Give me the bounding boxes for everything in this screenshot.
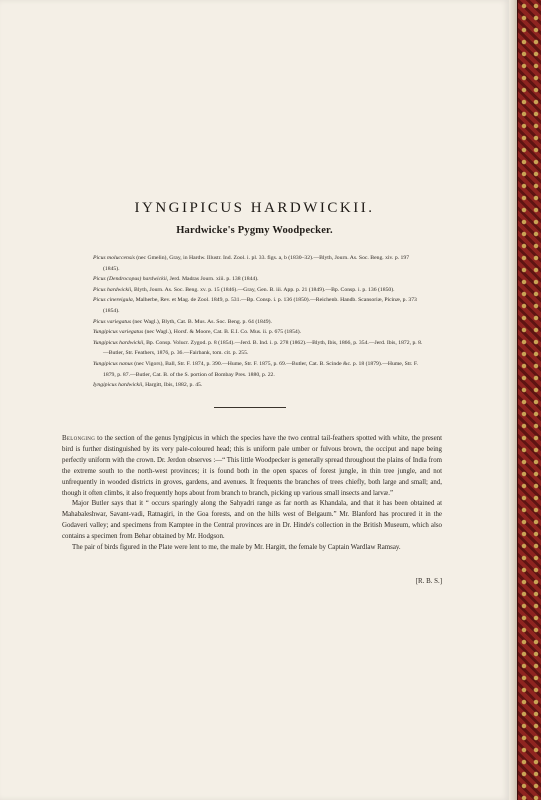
author-credit-line <box>62 577 442 588</box>
synonym-entry <box>93 274 425 285</box>
synonym-entry <box>93 295 425 316</box>
synonym-reference: (nec Wagl.), Blyth, Cat. B. Mus. As. Soc. Beng. p. 64 (1849). <box>132 318 272 325</box>
synonym-entry <box>93 253 425 274</box>
section-divider <box>214 407 286 408</box>
page-title: IYNGIPICUS HARDWICKII. <box>134 200 375 216</box>
synonym-name: Iyngipicus hardwickii, <box>93 382 144 389</box>
synonymy-list <box>93 253 425 391</box>
marbled-book-edge <box>517 0 541 800</box>
paragraph-2: Major Butler says that it “ occurs sparingly along the Sahyadri range as far north as Khandala, and that it has been obtained at Mahabaleshwar, Savant-vadi, Ratnagiri, in the Goa forests, and on the hills west of Belgaum.” Mr. Blanford has procured it in the Godaveri valley; and specimens from Kamptee in the Central provinces are in Dr. Hinde's collection in the British Museum, which also contains a specimen from Behar obtained by Mr. Hodgson. <box>62 500 442 541</box>
page-gutter <box>509 0 517 800</box>
synonym-reference: (nec Wagl.), Horsf. & Moore, Cat. B. E.I. Co. Mus. ii. p. 675 (1854). <box>144 329 302 336</box>
author-initials: [R. B. S.] <box>415 578 442 585</box>
synonym-reference: (nec Gmelin), Gray, in Hardw. Illustr. Ind. Zool. i. pl. 33. figs. a, b (1830–32).—Blyth, Journ. As. Soc. Beng. xiv. p. 197 (1845). <box>103 255 410 272</box>
paragraph-1-text: to the section of the genus Iyngipicus in which the species have the two central tail-feathers spotted with white, the present bird is further distinguished by its very pale-coloured head; this is uniform pale umber or fulvous brown, the occiput and nape being perfectly uniform with the crown. Dr. Jerdon observes :—“ This little Woodpecker is generally spread throughout the plains of India from the extreme south to the north-west provinces; it is found both in the open spaces of forest jungle, in thin tree jungle, and not unfrequently in wooded districts in groves, gardens, and avenues. It frequents the branches of trees chiefly, both large and small; and, though it often climbs, it also frequently hops about from branch to branch, picking up various small insects and larvæ.” <box>62 435 442 497</box>
synonym-reference: Blyth, Journ. As. Soc. Beng. xv. p. 15 (1846).—Gray, Gen. B. iii. App. p. 21 (1849).—Bp. Consp. i. p. 136 (1850). <box>134 286 395 293</box>
synonym-entry <box>93 380 425 391</box>
synonym-name: Picus variegatus <box>93 318 132 325</box>
synonym-name: Yungipicus variegatus <box>93 329 144 336</box>
synonym-name: Picus moluccensis <box>93 255 135 261</box>
synonym-name: Picus (Dendrocopus) hardwickii, <box>93 276 169 283</box>
synonym-name: Yungipicus nanus <box>93 360 133 367</box>
lead-word: Belonging <box>62 435 96 442</box>
description-text <box>62 434 442 554</box>
paragraph-1 <box>62 434 442 499</box>
synonym-reference: Jerd. Madras Journ. xiii. p. 138 (1844). <box>169 276 259 283</box>
synonym-entry <box>93 338 425 359</box>
paragraph-3: The pair of birds figured in the Plate were lent to me, the male by Mr. Hargitt, the female by Captain Wardlaw Ramsay. <box>72 544 401 552</box>
synonym-entry <box>93 317 425 328</box>
synonym-name: Picus cinereigula, <box>93 297 135 304</box>
synonym-reference: Malherbe, Rev. et Mag. de Zool. 1849, p. 531.—Bp. Consp. i. p. 136 (1850).—Reichenb. Handb. Scansoriæ, Picinæ, p. 373 (1854). <box>103 297 417 314</box>
synonym-name: Picus hardwickii, <box>93 286 133 293</box>
synonym-reference: Hargitt, Ibis, 1882, p. 45. <box>145 382 203 389</box>
synonym-entry <box>93 359 425 380</box>
common-name-subtitle: Hardwicke's Pygmy Woodpecker. <box>176 225 333 236</box>
synonym-name: Yungipicus hardwickii, <box>93 339 145 346</box>
synonym-entry <box>93 285 425 296</box>
synonym-entry <box>93 327 425 338</box>
synonym-reference: (nec Vigors), Ball, Str. F. 1874, p. 390.—Hume, Str. F. 1875, p. 69.—Butler, Cat. B. Scinde &c. p. 18 (1879).—Hume, Str. F. 1879, p. 87.—Butler, Cat. B. of the S. portion of Bombay Pres. 1880, p. 22. <box>103 360 418 378</box>
synonym-reference: Bp. Consp. Volucr. Zygod. p. 8 (1854).—Jerd. B. Ind. i. p. 278 (1862).—Blyth, Ibis, 1866, p. 354.—Jerd. Ibis, 1872, p. 8.—Butler, Str. Feathers, 1876, p. 36.—Fairbank, tom. cit. p. 255. <box>103 339 423 357</box>
